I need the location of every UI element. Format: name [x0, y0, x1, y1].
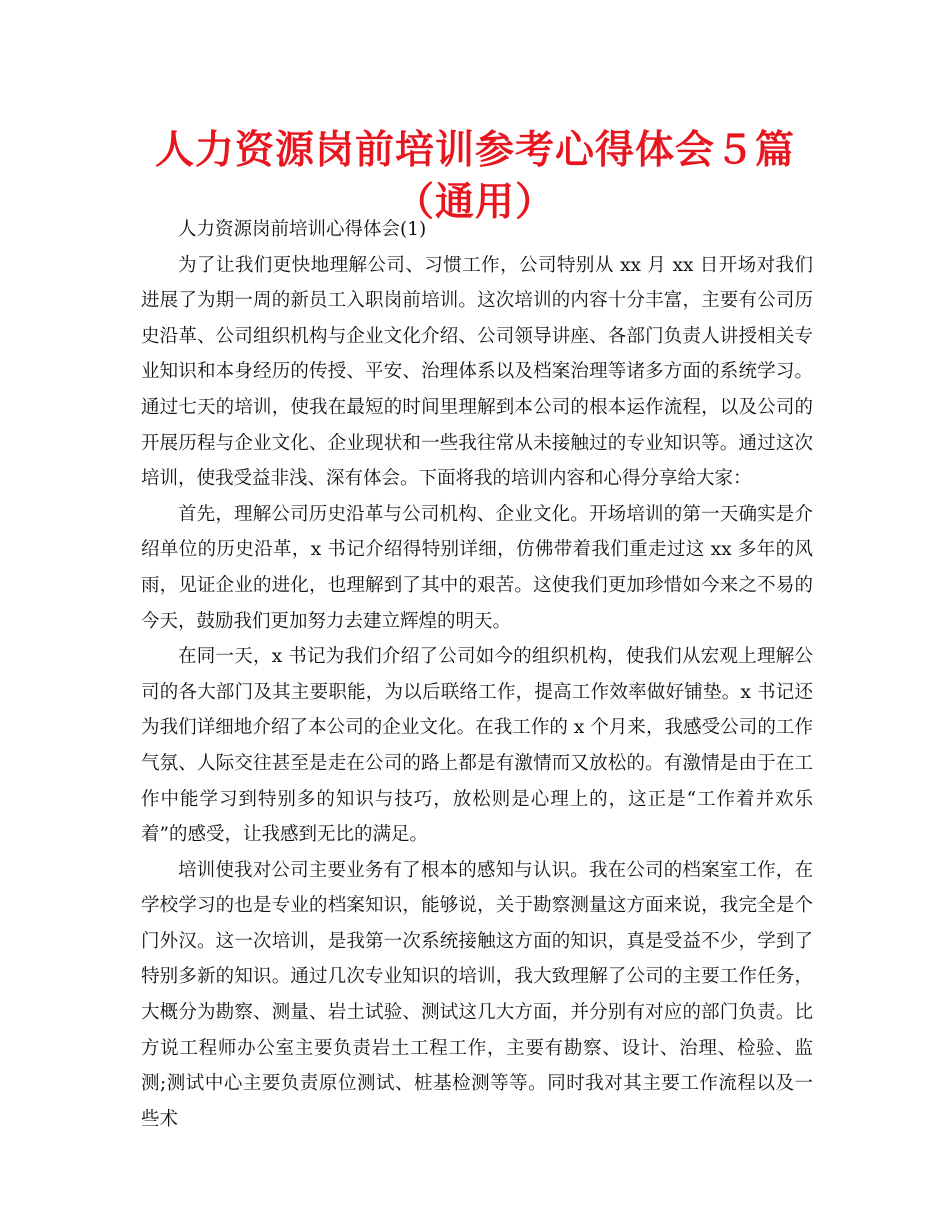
paragraph: 为了让我们更快地理解公司、习惯工作，公司特别从 xx 月 xx 日开场对我们进展了为期一周的新员工入职岗前培训。这次培训的内容十分丰富，主要有公司历史沿革、公司组织机构与企业文化介绍、公司领导讲座、各部门负责人讲授相关专业知识和本身经历的传授、平安、治理体系以及档案治理等诸多方面的系统学习。通过七天的培训，使我在最短的时间里理解到本公司的根本运作流程，以及公司的开展历程与企业文化、企业现状和一些我往常从未接触过的专业知识等。通过这次培训，使我受益非浅、深有体会。下面将我的培训内容和心得分享给大家：	[141, 254, 813, 490]
paragraph: 首先，理解公司历史沿革与公司机构、企业文化。开场培训的第一天确实是介绍单位的历史沿革，x 书记介绍得特别详细，仿佛带着我们重走过这 xx 多年的风雨，见证企业的进化，也理解到了其中的艰苦。这使我们更加珍惜如今来之不易的今天，鼓励我们更加努力去建立辉煌的明天。	[141, 503, 813, 632]
paragraph: 培训使我对公司主要业务有了根本的感知与认识。我在公司的档案室工作，在学校学习的也是专业的档案知识，能够说，关于勘察测量这方面来说，我完全是个门外汉。这一次培训，是我第一次系统接触这方面的知识，真是受益不少，学到了特别多新的知识。通过几次专业知识的培训，我大致理解了公司的主要工作任务，大概分为勘察、测量、岩土试验、测试这几大方面，并分别有对应的部门负责。比方说工程师办公室主要负责岩土工程工作，主要有勘察、设计、治理、检验、监测;测试中心主要负责原位测试、桩基检测等等。同时我对其主要工作流程以及一些术	[141, 859, 813, 1130]
document-title: 人力资源岗前培训参考心得体会５篇（通用）	[154, 127, 795, 225]
paragraph: 在同一天，x 书记为我们介绍了公司如今的组织机构，使我们从宏观上理解公司的各大部门及其主要职能，为以后联络工作，提高工作效率做好铺垫。x 书记还为我们详细地介绍了本公司的企业文化。在我工作的 x 个月来，我感受公司的工作气氛、人际交往甚至是走在公司的路上都是有激情而又放松的。有激情是由于在工作中能学习到特别多的知识与技巧，放松则是心理上的，这正是“工作着并欢乐着”的感受，让我感到无比的满足。	[141, 646, 813, 846]
document-body	[141, 212, 813, 1137]
section-heading: 人力资源岗前培训心得体会(1)	[178, 219, 427, 240]
